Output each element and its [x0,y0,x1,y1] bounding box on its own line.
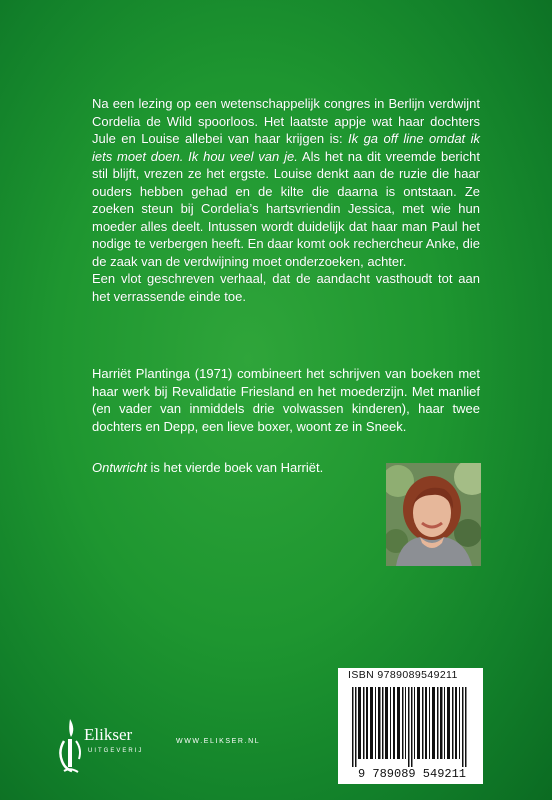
author-bio-text: Harriët Plantinga (1971) combineert het schrijven van boeken met haar werk bij Revalidatie Friesland en het moederzijn. Met manlief (en vader van inmiddels drie volwassen kinderen), haar twee dochters en Depp, een lieve boxer, woont ze in Sneek. [92,366,480,434]
candle-flame-logo-icon [52,715,88,775]
isbn-digits: 9 789089 549211 [357,767,467,781]
blurb-text-part1: Na een lezing op een wetenschappelijk congres in Berlijn verdwijnt Cordelia de Wild spoorloos. Het laatste appje wat haar dochters Jule en Louise allebei van haar krijgen is: [92,96,480,146]
publisher-subtitle: UITGEVERIJ [88,748,144,754]
tagline-text: is het vierde boek van Harriët. [146,460,324,475]
barcode [342,685,479,781]
blurb-text-part2: Als het na dit vreemde bericht stil blijft, vrezen ze het ergste. Louise denkt aan de ruzie die haar ouders hebben gehad en de kilte die daarna is ontstaan. Ze zoeken steun bij Cordelia’s hartsvriendin Jessica, met wie hun moeder alles deelt. Intussen wordt duidelijk dat haar man Paul het nodige te verbergen heeft. En daar komt ook rechercheur Anke, die de zaak van de verdwijning moet onderzoeken, achter. [92,148,480,269]
author-photo [386,463,481,566]
isbn-label: ISBN 9789089549211 [348,669,458,681]
book-blurb [92,95,480,305]
publisher-logo [52,715,162,775]
book-tagline [92,459,372,477]
blurb-closing: Een vlot geschreven verhaal, dat de aandacht vasthoudt tot aan het verrassende einde toe. [92,271,480,304]
author-bio [92,365,480,435]
isbn-barcode-box [338,668,483,784]
blurb-quote: Ik ga off line omdat ik iets moet doen. Ik hou veel van je. [92,131,481,164]
book-title: Ontwricht [92,460,147,475]
publisher-name: Elikser [84,725,133,744]
publisher-website: WWW.ELIKSER.NL [176,738,261,745]
blurb-paragraph [92,95,480,270]
